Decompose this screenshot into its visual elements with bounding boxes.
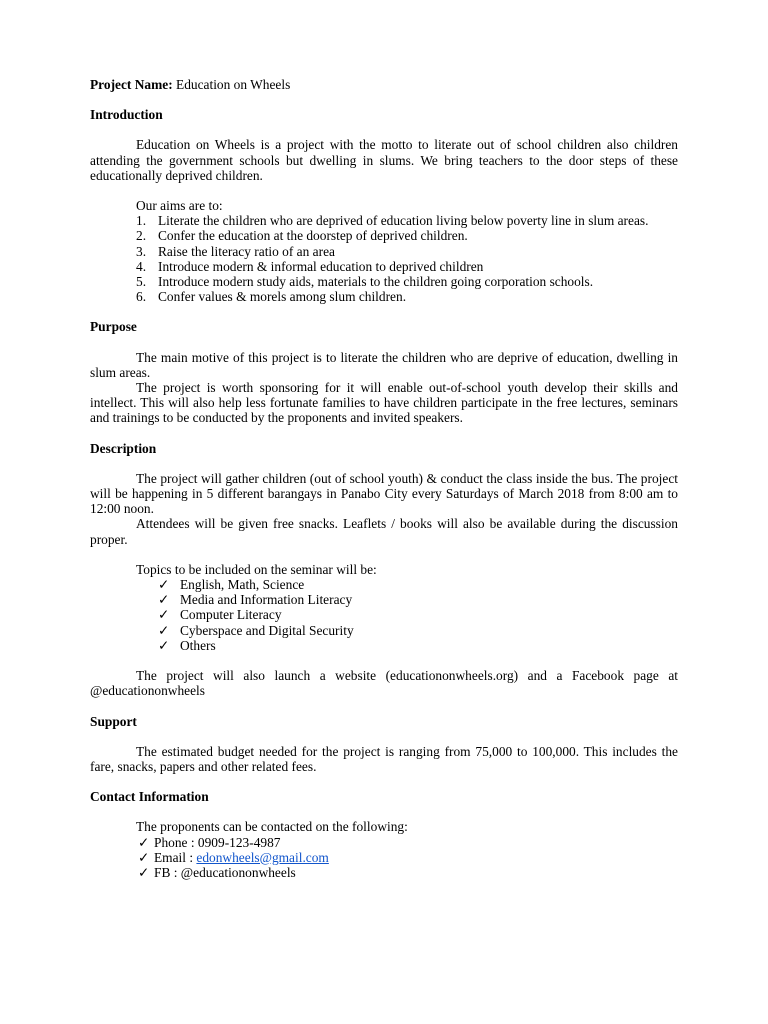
description-paragraph-2: Attendees will be given free snacks. Leaflets / books will also be available during the discussion proper.: [90, 516, 678, 547]
support-paragraph: The estimated budget needed for the project is ranging from 75,000 to 100,000. This includes the fare, snacks, papers and other related fees.: [90, 743, 678, 774]
purpose-paragraph-2: The project is worth sponsoring for it will enable out-of-school youth develop their skills and intellect. This will also help less fortunate families to have children participate in the free lectures, seminars and trainings to be conducted by the proponents and invited speakers.: [90, 380, 678, 426]
email-label: Email :: [154, 849, 197, 865]
contact-intro: The proponents can be contacted on the following:: [136, 819, 408, 835]
list-item: 2. Confer the education at the doorstep of deprived children.: [136, 228, 468, 244]
topics-list: [90, 577, 678, 653]
phone-value: 0909-123-4987: [197, 834, 281, 850]
list-item: ✓ English, Math, Science: [158, 577, 305, 593]
contact-email: [138, 850, 678, 865]
purpose-paragraph-1: The main motive of this project is to literate the children who are deprive of education, dwelling in slum areas.: [90, 349, 678, 380]
project-name-label: Project Name:: [90, 77, 173, 92]
check-icon: ✓: [158, 607, 170, 623]
aims-intro: Our aims are to:: [136, 198, 223, 214]
description-paragraph-1: The project will gather children (out of school youth) & conduct the class inside the bus. The project will be happening in 5 different barangays in Panabo City every Saturdays of March 2018 from 8:00 am to 12:00 noon.: [90, 470, 678, 517]
check-icon: ✓: [158, 622, 170, 638]
check-icon: ✓: [138, 864, 150, 880]
introduction-paragraph: Education on Wheels is a project with the motto to literate out of school children also children attending the government schools but dwelling in slums. We bring teachers to the door steps of these educationally deprived children.: [90, 137, 678, 183]
introduction-heading: Introduction: [90, 107, 163, 123]
description-heading: Description: [90, 440, 157, 456]
project-name-value: Education on Wheels: [176, 77, 291, 92]
list-item: ✓ Cyberspace and Digital Security: [158, 622, 354, 638]
list-item: ✓ Computer Literacy: [158, 607, 282, 623]
email-link[interactable]: edonwheels@gmail.com: [196, 849, 329, 865]
list-item: 3. Raise the literacy ratio of an area: [136, 243, 335, 259]
check-icon: ✓: [158, 592, 170, 608]
contact-phone: [138, 835, 678, 850]
check-icon: ✓: [158, 577, 170, 593]
aims-list: [90, 213, 678, 304]
phone-label: Phone :: [154, 834, 198, 850]
contact-heading: Contact Information: [90, 789, 209, 805]
contact-list: [90, 835, 678, 881]
list-item: 5. Introduce modern study aids, materials to the children going corporation schools.: [136, 274, 594, 290]
website-paragraph: The project will also launch a website (educationonwheels.org) and a Facebook page at @educationonwheels: [90, 668, 678, 699]
purpose-heading: Purpose: [90, 319, 137, 335]
list-item: 4. Introduce modern & informal education to deprived children: [136, 258, 484, 274]
fb-value: @educationonwheels: [180, 864, 296, 880]
list-item: 6. Confer values & morels among slum children.: [136, 289, 407, 305]
check-icon: ✓: [138, 849, 150, 865]
project-name-line: [90, 77, 678, 92]
list-item: ✓ Media and Information Literacy: [158, 592, 353, 608]
list-item: 1. Literate the children who are deprived of education living below poverty line in slum areas.: [136, 213, 649, 229]
list-item: ✓ Others: [158, 637, 216, 653]
topics-intro: Topics to be included on the seminar will be:: [136, 561, 377, 577]
support-heading: Support: [90, 713, 137, 729]
contact-facebook: [138, 865, 678, 880]
check-icon: ✓: [138, 834, 150, 850]
check-icon: ✓: [158, 637, 170, 653]
fb-label: FB :: [154, 864, 181, 880]
